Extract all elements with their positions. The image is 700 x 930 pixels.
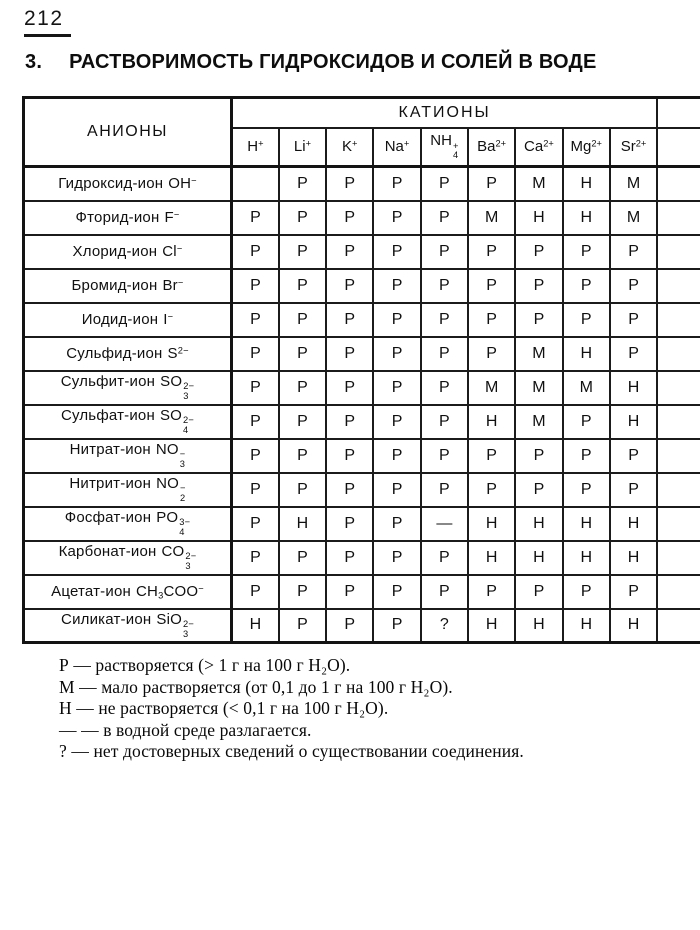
cutoff-column-subheader: [657, 128, 700, 167]
anion-name: Силикат-ион: [61, 610, 152, 628]
legend-dash: —: [71, 741, 89, 762]
solubility-cell: Р: [279, 541, 326, 575]
anion-name: Иодид-ион: [81, 311, 159, 328]
solubility-cell: Р: [373, 473, 420, 507]
anion-name: Карбонат-ион: [58, 543, 157, 561]
anion-formula: NO − 2: [156, 475, 186, 504]
anion-name: Ацетат-ион: [51, 583, 131, 600]
solubility-cell: Н: [515, 201, 562, 235]
solubility-cell: Р: [421, 303, 468, 337]
anion-label: [24, 371, 232, 405]
solubility-cell: Н: [563, 541, 610, 575]
anion-label: [24, 575, 232, 609]
cation-header-h: H+: [232, 128, 279, 167]
cation-header-ca2: $Ca^{2+}$: [515, 128, 562, 167]
solubility-cell: Р: [421, 337, 468, 371]
legend-desc: растворяется (> 1 г на 100 г H₂O).: [95, 655, 351, 675]
solubility-cell: Р: [232, 303, 279, 337]
legend-dash: —: [73, 655, 91, 675]
solubility-cell: Р: [232, 507, 279, 541]
legend-item-unknown: [59, 741, 524, 763]
anion-formula: Br−: [162, 277, 184, 294]
solubility-cell: Р: [232, 235, 279, 269]
solubility-cell: Р: [232, 269, 279, 303]
anion-label: [24, 337, 232, 371]
solubility-cell: Р: [279, 371, 326, 405]
solubility-cell: [232, 167, 279, 201]
solubility-cell: Р: [468, 167, 515, 201]
solubility-cell: Р: [373, 269, 420, 303]
solubility-cell: [657, 269, 700, 303]
anion-label: [24, 303, 232, 337]
solubility-cell: Р: [373, 371, 420, 405]
anion-row-oh: [24, 167, 700, 201]
solubility-cell: [657, 473, 700, 507]
section-title: РАСТВОРИМОСТЬ ГИДРОКСИДОВ И СОЛЕЙ В ВОДЕ: [69, 51, 597, 73]
solubility-cell: —: [421, 507, 468, 541]
solubility-cell: Н: [468, 541, 515, 575]
cation-header-k: K+: [326, 128, 373, 167]
solubility-cell: Р: [421, 473, 468, 507]
solubility-cell: Р: [326, 201, 373, 235]
solubility-cell: М: [610, 201, 657, 235]
solubility-cell: Р: [563, 405, 610, 439]
solubility-cell: ?: [421, 609, 468, 643]
anion-label: [24, 201, 232, 235]
solubility-cell: Р: [373, 541, 420, 575]
anion-formula: SO 2− 3: [160, 373, 195, 402]
solubility-cell: Р: [279, 473, 326, 507]
solubility-cell: Р: [326, 235, 373, 269]
solubility-cell: Р: [232, 201, 279, 235]
solubility-cell: М: [468, 201, 515, 235]
solubility-cell: Р: [373, 405, 420, 439]
solubility-cell: [657, 201, 700, 235]
solubility-cell: Р: [421, 269, 468, 303]
anion-name: Сульфит-ион: [60, 373, 156, 391]
solubility-cell: Р: [421, 405, 468, 439]
solubility-cell: Р: [279, 405, 326, 439]
solubility-cell: Р: [421, 575, 468, 609]
solubility-cell: Р: [326, 575, 373, 609]
solubility-cell: Н: [232, 609, 279, 643]
anion-row-no2: [24, 473, 700, 507]
solubility-cell: М: [515, 371, 562, 405]
solubility-cell: Р: [515, 303, 562, 337]
anion-formula: $CH_3COO^-$: [135, 583, 204, 601]
solubility-cell: Н: [610, 371, 657, 405]
anion-name: Сульфат-ион: [60, 407, 155, 425]
solubility-cell: [657, 609, 700, 643]
solubility-cell: Н: [563, 201, 610, 235]
solubility-cell: [657, 405, 700, 439]
solubility-cell: Н: [563, 337, 610, 371]
anion-formula: I−: [163, 311, 174, 328]
legend-dash: —: [79, 676, 97, 697]
cation-header-ba2: $Ba^{2+}$: [468, 128, 515, 167]
anion-label: [24, 609, 232, 643]
anion-row-no3: [24, 439, 700, 473]
solubility-cell: Р: [373, 507, 420, 541]
solubility-cell: Н: [610, 507, 657, 541]
anion-row-co3: [24, 541, 700, 575]
solubility-cell: [657, 575, 700, 609]
solubility-cell: Р: [279, 575, 326, 609]
solubility-cell: Р: [610, 235, 657, 269]
page-number: 212: [24, 7, 71, 37]
solubility-cell: М: [515, 337, 562, 371]
solubility-cell: Р: [563, 269, 610, 303]
solubility-cell: Р: [515, 235, 562, 269]
anion-label: [24, 235, 232, 269]
solubility-cell: Р: [563, 235, 610, 269]
legend-desc: нет достоверных сведений о существовании соединения.: [93, 741, 524, 762]
cation-header-sr2: $Sr^{2+}$: [610, 128, 657, 167]
anion-formula: SiO 2− 3: [156, 610, 194, 639]
anion-formula: F−: [164, 209, 180, 226]
solubility-cell: Н: [515, 609, 562, 643]
legend-desc: в водной среде разлагается.: [103, 719, 312, 740]
anion-name: Фторид-ион: [75, 209, 160, 226]
solubility-table: [22, 96, 700, 644]
legend-item-soluble: [59, 655, 524, 677]
anion-row-so3: [24, 371, 700, 405]
solubility-cell: [657, 337, 700, 371]
solubility-cell: Р: [326, 609, 373, 643]
cations-header: КАТИОНЫ: [232, 98, 658, 128]
anion-row-f: [24, 201, 700, 235]
header-row-cations: [24, 98, 700, 128]
anion-label: [24, 269, 232, 303]
legend-symbol: ?: [59, 741, 67, 762]
solubility-cell: Р: [468, 575, 515, 609]
anion-row-sio3: [24, 609, 700, 643]
anion-label: [24, 439, 232, 473]
solubility-cell: [657, 235, 700, 269]
solubility-cell: Р: [373, 337, 420, 371]
solubility-cell: Р: [610, 473, 657, 507]
solubility-cell: М: [468, 371, 515, 405]
anion-label: [24, 167, 232, 201]
anion-name: Нитрит-ион: [69, 475, 152, 493]
solubility-cell: Р: [326, 507, 373, 541]
legend-dash: —: [81, 719, 99, 740]
anion-label: [24, 541, 232, 575]
cation-header-li: Li+: [279, 128, 326, 167]
solubility-cell: Р: [232, 405, 279, 439]
anion-row-cl: [24, 235, 700, 269]
solubility-cell: Р: [326, 405, 373, 439]
solubility-cell: Р: [326, 439, 373, 473]
solubility-cell: Р: [563, 473, 610, 507]
solubility-cell: Р: [326, 167, 373, 201]
legend-desc: мало растворяется (от 0,1 до 1 г на 100 г H₂O).: [101, 676, 453, 697]
solubility-cell: Р: [279, 609, 326, 643]
solubility-cell: Р: [373, 303, 420, 337]
anion-name: Сульфид-ион: [66, 345, 163, 362]
solubility-cell: Р: [468, 235, 515, 269]
solubility-cell: Н: [610, 405, 657, 439]
solubility-cell: Н: [279, 507, 326, 541]
solubility-cell: Р: [373, 201, 420, 235]
cation-header-nh4: NH + 4: [421, 128, 468, 167]
solubility-cell: М: [515, 167, 562, 201]
anion-name: Хлорид-ион: [72, 243, 158, 260]
legend-symbol: —: [59, 719, 77, 740]
solubility-cell: [657, 507, 700, 541]
legend-desc: не растворяется (< 0,1 г на 100 г H₂O).: [98, 698, 389, 719]
solubility-cell: Р: [373, 167, 420, 201]
solubility-cell: М: [610, 167, 657, 201]
solubility-cell: Р: [326, 269, 373, 303]
solubility-cell: Р: [515, 473, 562, 507]
solubility-cell: Р: [326, 337, 373, 371]
solubility-cell: Р: [468, 269, 515, 303]
solubility-cell: Р: [421, 541, 468, 575]
anion-formula: NO − 3: [155, 441, 186, 470]
solubility-cell: Р: [421, 371, 468, 405]
solubility-cell: [657, 541, 700, 575]
solubility-cell: Н: [468, 405, 515, 439]
solubility-cell: Р: [373, 439, 420, 473]
solubility-cell: Р: [610, 269, 657, 303]
legend-dash: —: [76, 698, 94, 719]
cation-header-na: Na+: [373, 128, 420, 167]
solubility-cell: Н: [468, 507, 515, 541]
solubility-cell: Р: [232, 473, 279, 507]
solubility-cell: Р: [468, 439, 515, 473]
solubility-cell: Н: [563, 507, 610, 541]
anion-row-i: [24, 303, 700, 337]
solubility-cell: М: [563, 371, 610, 405]
solubility-cell: Р: [563, 575, 610, 609]
solubility-cell: Р: [610, 337, 657, 371]
solubility-cell: Р: [421, 235, 468, 269]
cation-header-mg2: $Mg^{2+}$: [563, 128, 610, 167]
solubility-cell: Р: [232, 541, 279, 575]
solubility-cell: Р: [326, 541, 373, 575]
anion-row-s: [24, 337, 700, 371]
anion-name: Бромид-ион: [71, 277, 158, 294]
solubility-cell: Р: [326, 473, 373, 507]
solubility-cell: Р: [515, 575, 562, 609]
solubility-cell: Р: [232, 439, 279, 473]
solubility-cell: Р: [610, 575, 657, 609]
solubility-cell: Р: [468, 337, 515, 371]
solubility-cell: Р: [232, 337, 279, 371]
solubility-cell: Р: [279, 201, 326, 235]
anion-formula: CO 2− 3: [161, 543, 197, 572]
anion-name: Гидроксид-ион: [58, 175, 164, 193]
anion-formula: OH−: [168, 175, 197, 193]
solubility-cell: Н: [515, 541, 562, 575]
solubility-cell: Р: [279, 303, 326, 337]
legend-item-insoluble: [59, 698, 524, 720]
legend-item-decomposes: [59, 720, 524, 742]
anion-name: Нитрат-ион: [69, 441, 151, 459]
legend-symbol: Р: [59, 655, 69, 675]
solubility-cell: Н: [563, 609, 610, 643]
anion-name: Фосфат-ион: [64, 509, 152, 527]
anion-row-br: [24, 269, 700, 303]
cutoff-column-header: [657, 98, 700, 128]
solubility-cell: Р: [279, 167, 326, 201]
anion-row-ch3coo: [24, 575, 700, 609]
anion-formula: $S^{2-}$: [167, 345, 189, 362]
legend-item-slightly-soluble: [59, 677, 524, 699]
legend-symbol: Н: [59, 698, 72, 719]
solubility-table-wrapper: [22, 96, 700, 645]
anion-formula: SO 2− 4: [159, 407, 195, 436]
solubility-cell: Р: [326, 303, 373, 337]
solubility-cell: Р: [421, 167, 468, 201]
anion-row-so4: [24, 405, 700, 439]
solubility-cell: Н: [563, 167, 610, 201]
solubility-cell: Р: [373, 235, 420, 269]
solubility-cell: Р: [515, 269, 562, 303]
anion-label: [24, 473, 232, 507]
solubility-cell: Р: [468, 473, 515, 507]
solubility-cell: Р: [515, 439, 562, 473]
solubility-cell: Р: [468, 303, 515, 337]
section-number: 3.: [25, 51, 43, 73]
solubility-cell: Р: [421, 201, 468, 235]
anion-formula: PO 3− 4: [156, 509, 191, 538]
solubility-cell: Р: [279, 269, 326, 303]
anions-header: АНИОНЫ: [24, 98, 232, 167]
legend: [59, 655, 524, 763]
solubility-cell: Р: [326, 371, 373, 405]
solubility-cell: [657, 439, 700, 473]
solubility-cell: Р: [373, 575, 420, 609]
solubility-cell: Н: [515, 507, 562, 541]
solubility-cell: Р: [421, 439, 468, 473]
solubility-cell: М: [515, 405, 562, 439]
solubility-cell: Р: [279, 337, 326, 371]
solubility-cell: [657, 303, 700, 337]
anion-label: [24, 507, 232, 541]
solubility-cell: Р: [232, 575, 279, 609]
solubility-cell: Н: [610, 541, 657, 575]
solubility-cell: Н: [468, 609, 515, 643]
solubility-cell: [657, 371, 700, 405]
solubility-cell: Н: [610, 609, 657, 643]
solubility-cell: Р: [610, 439, 657, 473]
solubility-cell: Р: [610, 303, 657, 337]
solubility-cell: Р: [279, 439, 326, 473]
anion-formula: Cl−: [162, 243, 183, 260]
anion-row-po4: [24, 507, 700, 541]
anion-label: [24, 405, 232, 439]
solubility-cell: Р: [563, 439, 610, 473]
legend-symbol: М: [59, 676, 75, 697]
solubility-cell: [657, 167, 700, 201]
solubility-cell: Р: [279, 235, 326, 269]
section-heading: [25, 51, 690, 74]
solubility-cell: Р: [563, 303, 610, 337]
solubility-cell: Р: [373, 609, 420, 643]
solubility-cell: Р: [232, 371, 279, 405]
